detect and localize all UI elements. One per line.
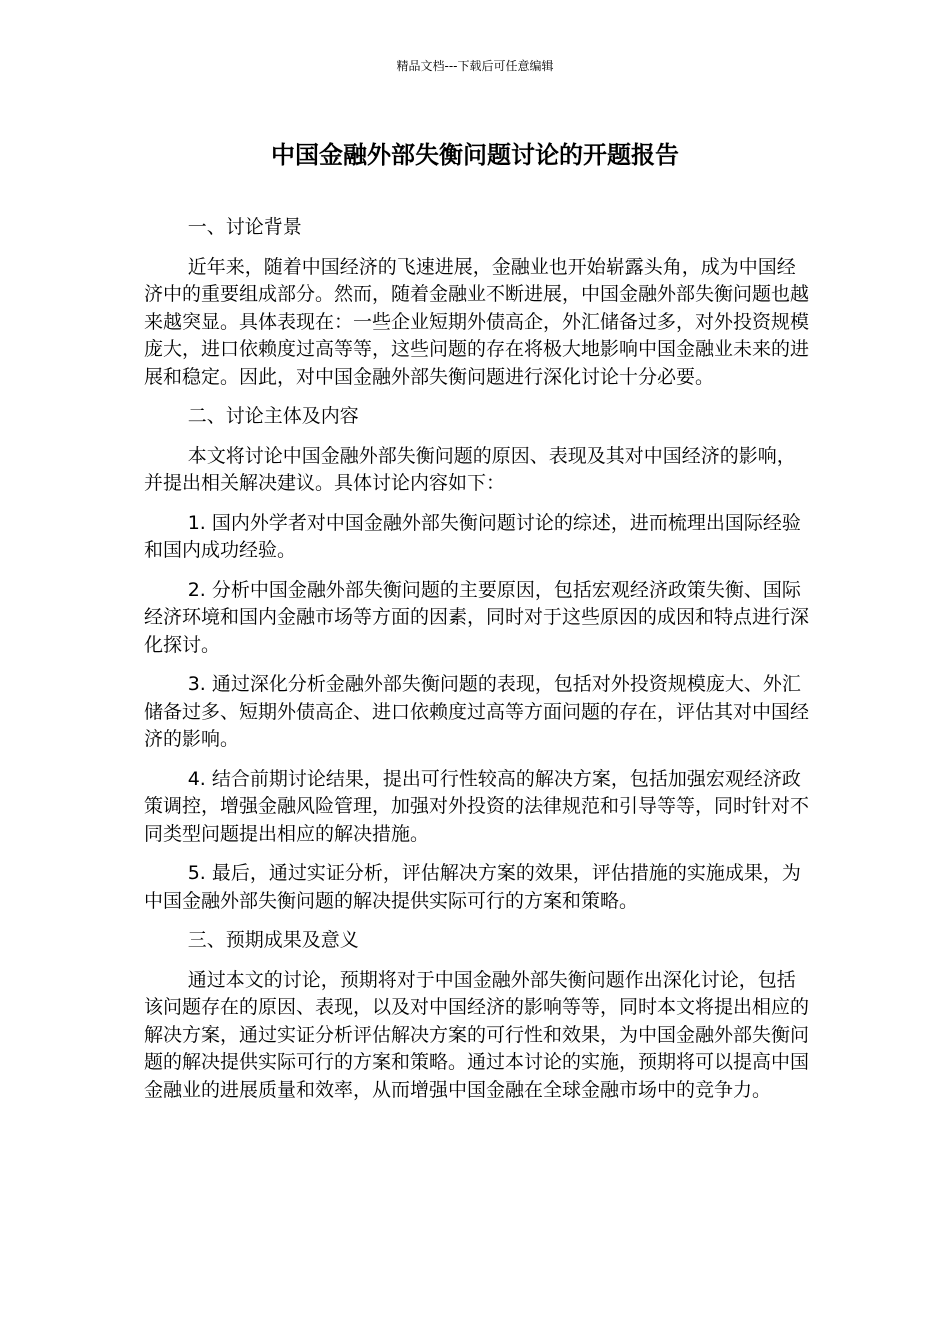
section-heading-background: 一、讨论背景 [187, 216, 302, 238]
list-item-1: 1. 国内外学者对中国金融外部失衡问题讨论的综述，进而梳理出国际经验和国内成功经验。 [144, 511, 801, 561]
document-title: 中国金融外部失衡问题讨论的开题报告 [271, 141, 679, 169]
list-item-5: 5. 最后，通过实证分析，评估解决方案的效果，评估措施的实施成果，为中国金融外部失衡问题的解决提供实际可行的方案和策略。 [144, 862, 801, 912]
section-heading-outcomes: 三、预期成果及意义 [187, 929, 359, 951]
page-header-note: 精品文档---下载后可任意编辑 [396, 59, 554, 73]
list-item-2: 2. 分析中国金融外部失衡问题的主要原因，包括宏观经济政策失衡、国际经济环境和国内金融市场等方面的因素，同时对于这些原因的成因和特点进行深化探讨。 [144, 578, 810, 656]
list-item-4: 4. 结合前期讨论结果，提出可行性较高的解决方案，包括加强宏观经济政策调控，增强金融风险管理，加强对外投资的法律规范和引导等等，同时针对不同类型问题提出相应的解决措施。 [144, 767, 810, 845]
document-body [144, 214, 810, 1116]
paragraph-background: 近年来，随着中国经济的飞速进展，金融业也开始崭露头角，成为中国经济中的重要组成部分。然而，随着金融业不断进展，中国金融外部失衡问题也越来越突显。具体表现在：一些企业短期外债高企，外汇储备过多，对外投资规模庞大，进口依赖度过高等等，这些问题的存在将极大地影响中国金融业未来的进展和稳定。因此，对中国金融外部失衡问题进行深化讨论十分必要。 [144, 255, 810, 388]
list-item-3: 3. 通过深化分析金融外部失衡问题的表现，包括对外投资规模庞大、外汇储备过多、短期外债高企、进口依赖度过高等方面问题的存在，评估其对中国经济的影响。 [144, 673, 810, 750]
paragraph-content-intro: 本文将讨论中国金融外部失衡问题的原因、表现及其对中国经济的影响，并提出相关解决建议。具体讨论内容如下： [144, 444, 796, 494]
section-heading-content: 二、讨论主体及内容 [187, 405, 359, 427]
paragraph-outcomes: 通过本文的讨论，预期将对于中国金融外部失衡问题作出深化讨论，包括该问题存在的原因、表现，以及对中国经济的影响等等，同时本文将提出相应的解决方案，通过实证分析评估解决方案的可行性和效果，为中国金融外部失衡问题的解决提供实际可行的方案和策略。通过本讨论的实施，预期将可以提高中国金融业的进展质量和效率，从而增强中国金融在全球金融市场中的竞争力。 [144, 968, 810, 1101]
